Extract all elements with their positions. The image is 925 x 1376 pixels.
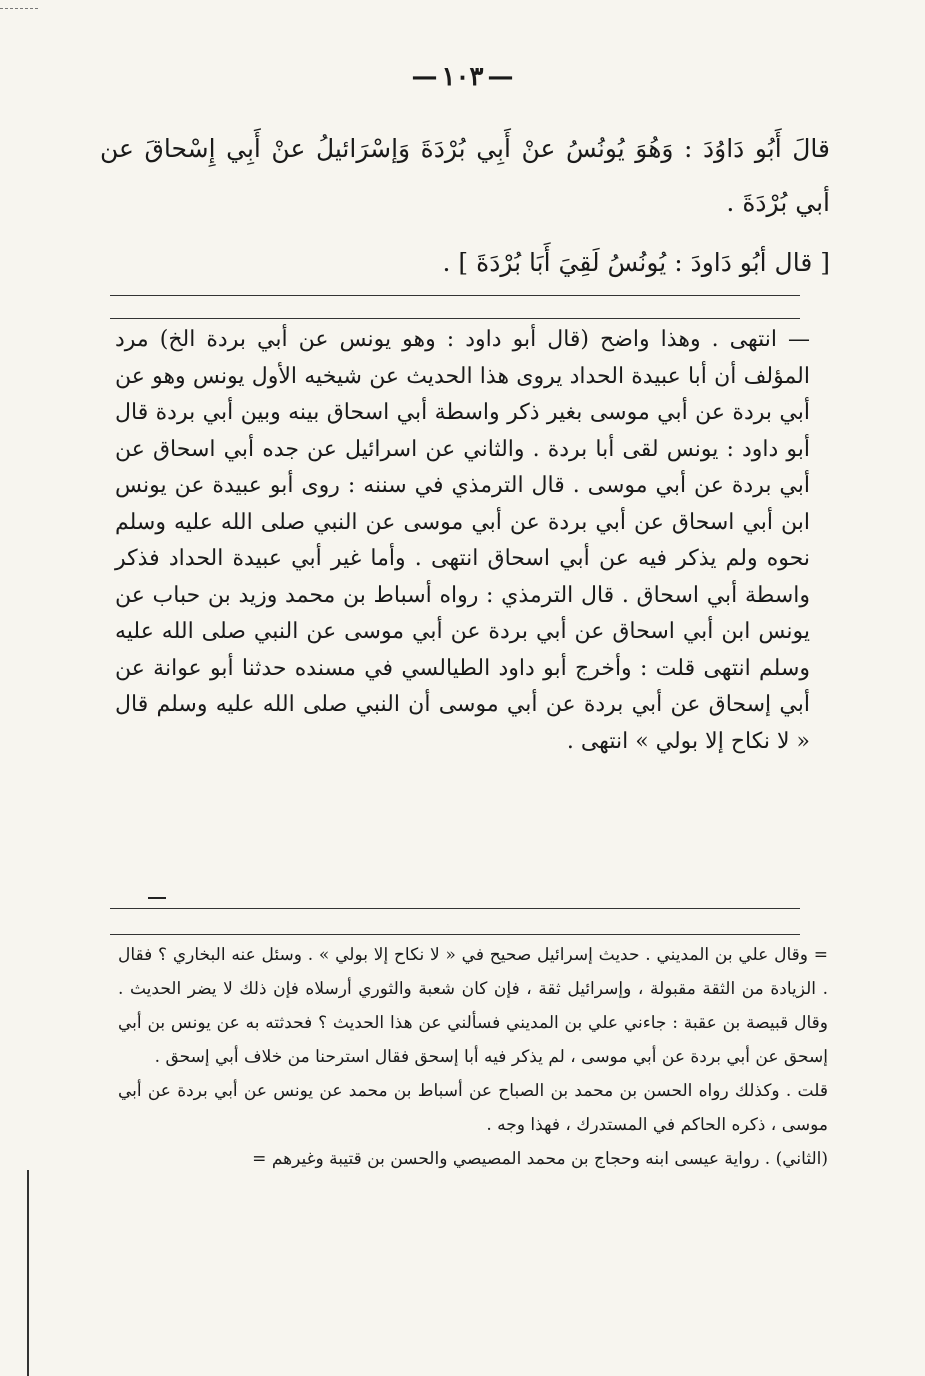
footnote-paragraph: قلت . وكذلك رواه الحسن بن محمد بن الصباح عن أسباط بن محمد عن يونس عن أبي بردة عن أبي موسى ، ذكره الحاكم في المستدرك ، فهذا وجه . — [118, 1081, 828, 1135]
commentary-paragraph: — انتهى . وهذا واضح (قال أبو داود : وهو يونس عن أبي بردة الخ) مرد المؤلف أن أبا عبيدة الحداد يروى هذا الحديث عن شيخيه الأول يونس وهو عن أبي بردة عن أبي موسى بغير ذكر واسطة أبي اسحاق بينه وبين أبي بردة قال أبو داود : يونس لقى أبا بردة . والثاني عن اسرائيل عن جده أبي اسحاق عن أبي بردة عن أبي موسى . قال الترمذي في سننه : روى أبو عبيدة عن يونس ابن أبي اسحاق عن أبي بردة عن أبي موسى عن النبي صلى الله عليه وسلم نحوه ولم يذكر فيه عن أبي اسحاق انتهى . وأما غير أبي عبيدة الحداد فذكر واسطة أبي اسحاق . قال الترمذي : رواه أسباط بن محمد وزيد بن حباب عن يونس ابن أبي اسحاق عن أبي بردة عن أبي موسى عن النبي صلى الله عليه وسلم انتهى قلت : وأخرج أبو داود الطيالسي في مسنده حدثنا أبو عوانة عن أبي إسحاق عن أبي بردة عن أبي موسى أن النبي صلى الله عليه وسلم قال « لا نكاح إلا بولي » انتهى . — [115, 327, 810, 754]
footnote-block — [118, 938, 828, 1176]
scan-edge-line — [27, 1170, 29, 1376]
hadith-paragraph: قالَ أَبُو دَاوُدَ : وَهُوَ يُونُسُ عنْ أَبِي بُرْدَةَ وَإسْرَائيلُ عنْ أَبِي إِسْحاقَ عن أبي بُرْدَةَ . — [100, 134, 830, 217]
divider-line — [110, 318, 800, 319]
commentary-block — [115, 322, 810, 760]
divider-line — [110, 934, 800, 935]
main-text-block — [100, 122, 830, 230]
footnote-paragraph: (الثاني) . رواية عيسى ابنه وحجاج بن محمد المصيصي والحسن بن قتيبة وغيرهم = — [252, 1149, 828, 1169]
footnote-paragraph: = وقال علي بن المديني . حديث إسرائيل صحيح في « لا نكاح إلا بولي » . وسئل عنه البخاري ؟ فقال . الزيادة من الثقة مقبولة ، وإسرائيل ثقة ، فإن كان شعبة والثوري أرسلاه فإن ذلك لا يضر الحديث . وقال قبيصة بن عقبة : جاءني علي بن المديني فسألني عن هذا الحديث ؟ فحدثته به عن يونس بن أبي إسحق عن أبي بردة عن أبي موسى ، لم يذكر فيه أبا إسحق فقال استرحنا من خلاف أبي إسحق . — [118, 945, 829, 1067]
hadith-bracketed-line: [ قال أبُو دَاودَ : يُونُسُ لَقِيَ أَبَا بُرْدَةَ ] . — [442, 248, 830, 277]
scan-dash-mark — [0, 8, 38, 9]
main-text-bracketed — [100, 236, 830, 290]
divider-line — [110, 295, 800, 296]
page-number: — ١٠٣ — — [0, 62, 925, 92]
commentary-end-dash — [148, 897, 166, 899]
divider-line — [110, 908, 800, 909]
